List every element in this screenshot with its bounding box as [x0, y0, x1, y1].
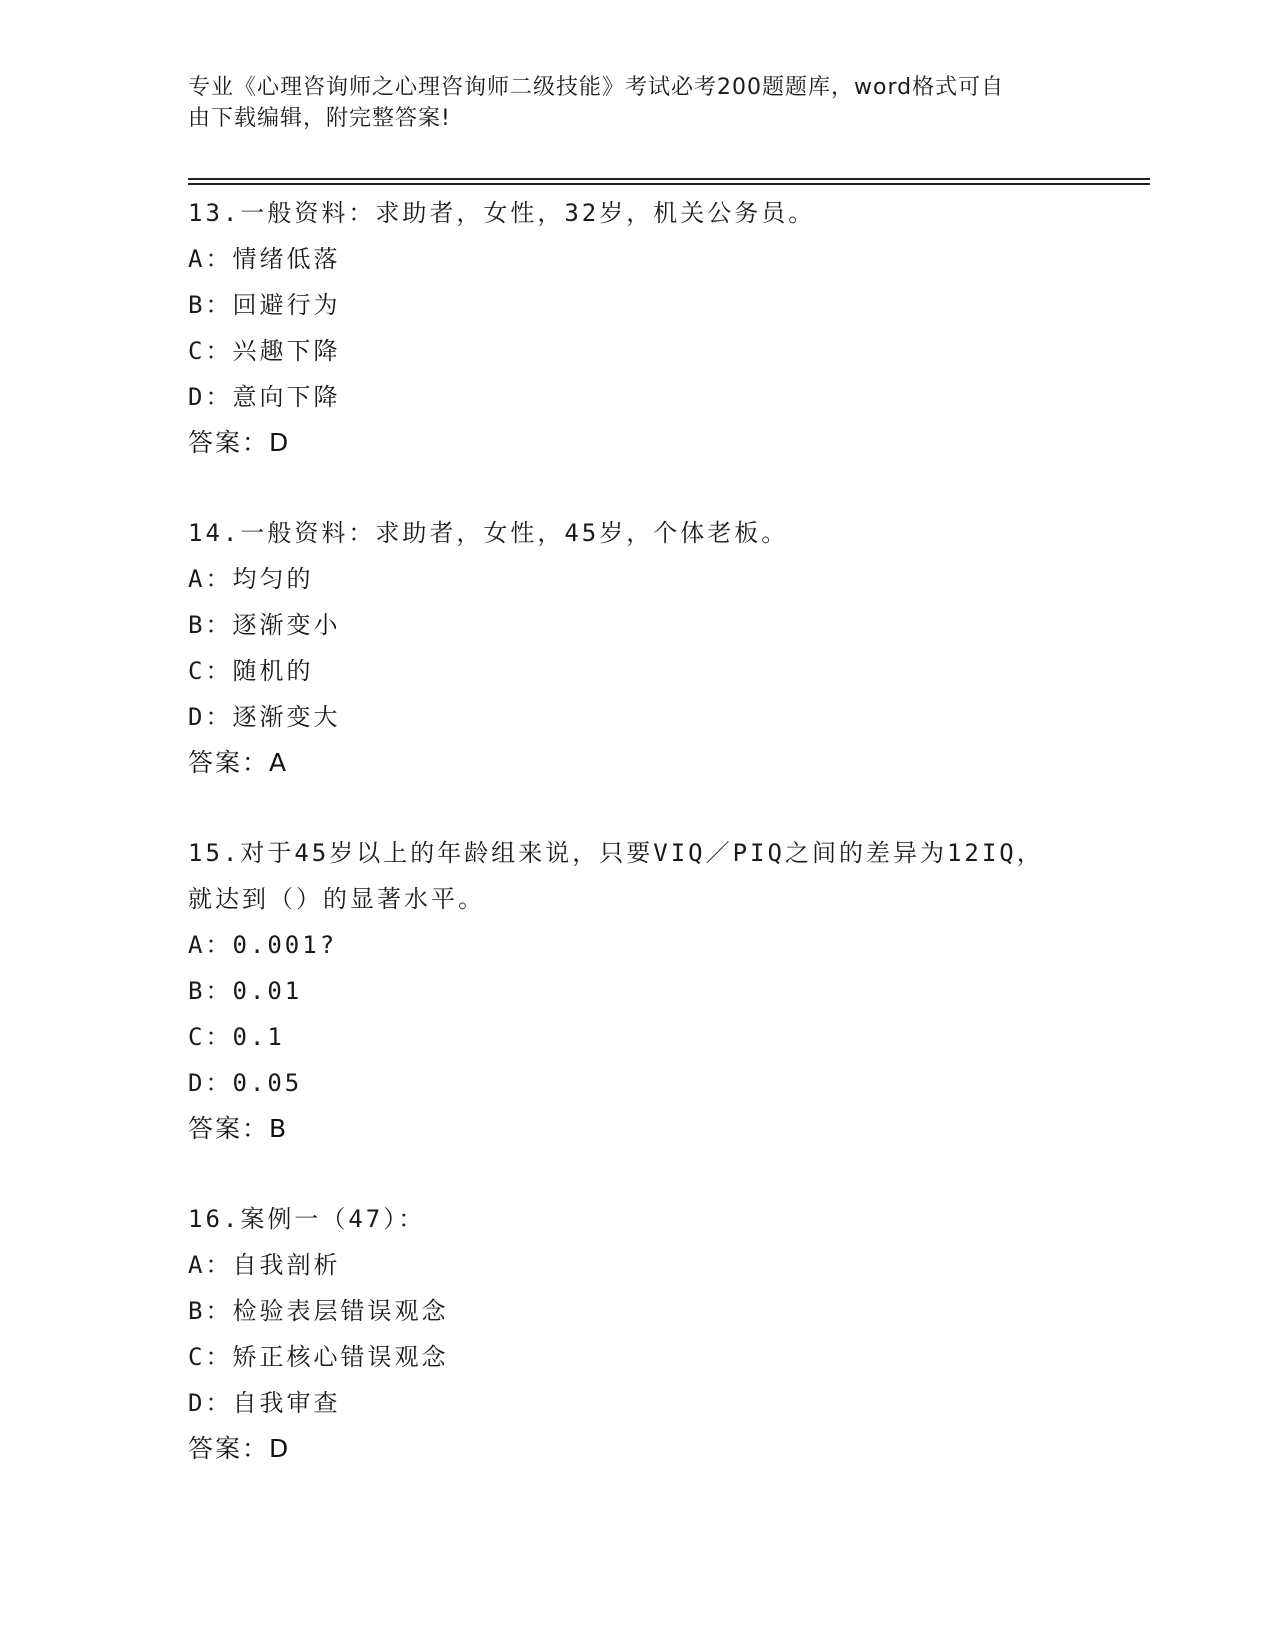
option-a: A：自我剖析: [188, 1251, 341, 1279]
option-b: B：0.01: [188, 977, 303, 1005]
option-d: D：0.05: [188, 1069, 303, 1097]
question-list: [188, 190, 1138, 1516]
header-divider-top: [188, 178, 1150, 180]
option-a: A：情绪低落: [188, 245, 341, 273]
option-b: B：检验表层错误观念: [188, 1297, 449, 1325]
question-stem: 16.案例一（47）：: [188, 1205, 426, 1233]
document-header: [188, 72, 1088, 134]
option-c: C：0.1: [188, 1023, 285, 1051]
option-d: D：自我审查: [188, 1389, 341, 1417]
question-stem: 14.一般资料：求助者，女性，45岁，个体老板。: [188, 519, 789, 547]
question-13: [188, 190, 1138, 466]
answer-label: 答案：: [188, 748, 270, 777]
question-stem-line-1: 15.对于45岁以上的年龄组来说，只要VIQ／PIQ之间的差异为12IQ，: [188, 839, 1044, 867]
answer-line: [188, 1426, 1138, 1472]
option-c: C：矫正核心错误观念: [188, 1343, 449, 1371]
answer-label: 答案：: [188, 428, 270, 457]
answer-value: B: [269, 1114, 289, 1143]
option-c: C：兴趣下降: [188, 337, 341, 365]
answer-value: A: [269, 748, 289, 777]
option-b: B：回避行为: [188, 291, 341, 319]
option-d: D：逐渐变大: [188, 703, 341, 731]
question-stem: 13.一般资料：求助者，女性，32岁，机关公务员。: [188, 199, 816, 227]
answer-value: D: [269, 428, 291, 457]
question-stem-line-2: 就达到（）的显著水平。: [188, 885, 485, 913]
answer-label: 答案：: [188, 1114, 270, 1143]
option-c: C：随机的: [188, 657, 314, 685]
answer-label: 答案：: [188, 1434, 270, 1463]
answer-value: D: [269, 1434, 291, 1463]
answer-line: [188, 740, 1138, 786]
answer-line: [188, 420, 1138, 466]
option-a: A：均匀的: [188, 565, 314, 593]
header-divider-bottom: [188, 183, 1150, 185]
question-16: [188, 1196, 1138, 1472]
option-a: A：0.001?: [188, 931, 338, 959]
option-b: B：逐渐变小: [188, 611, 341, 639]
header-line-1: 专业《心理咨询师之心理咨询师二级技能》考试必考200题题库，word格式可自: [188, 75, 1005, 100]
option-d: D：意向下降: [188, 383, 341, 411]
header-line-2: 由下载编辑，附完整答案!: [188, 106, 451, 131]
question-14: [188, 510, 1138, 786]
question-15: [188, 830, 1138, 1152]
answer-line: [188, 1106, 1138, 1152]
